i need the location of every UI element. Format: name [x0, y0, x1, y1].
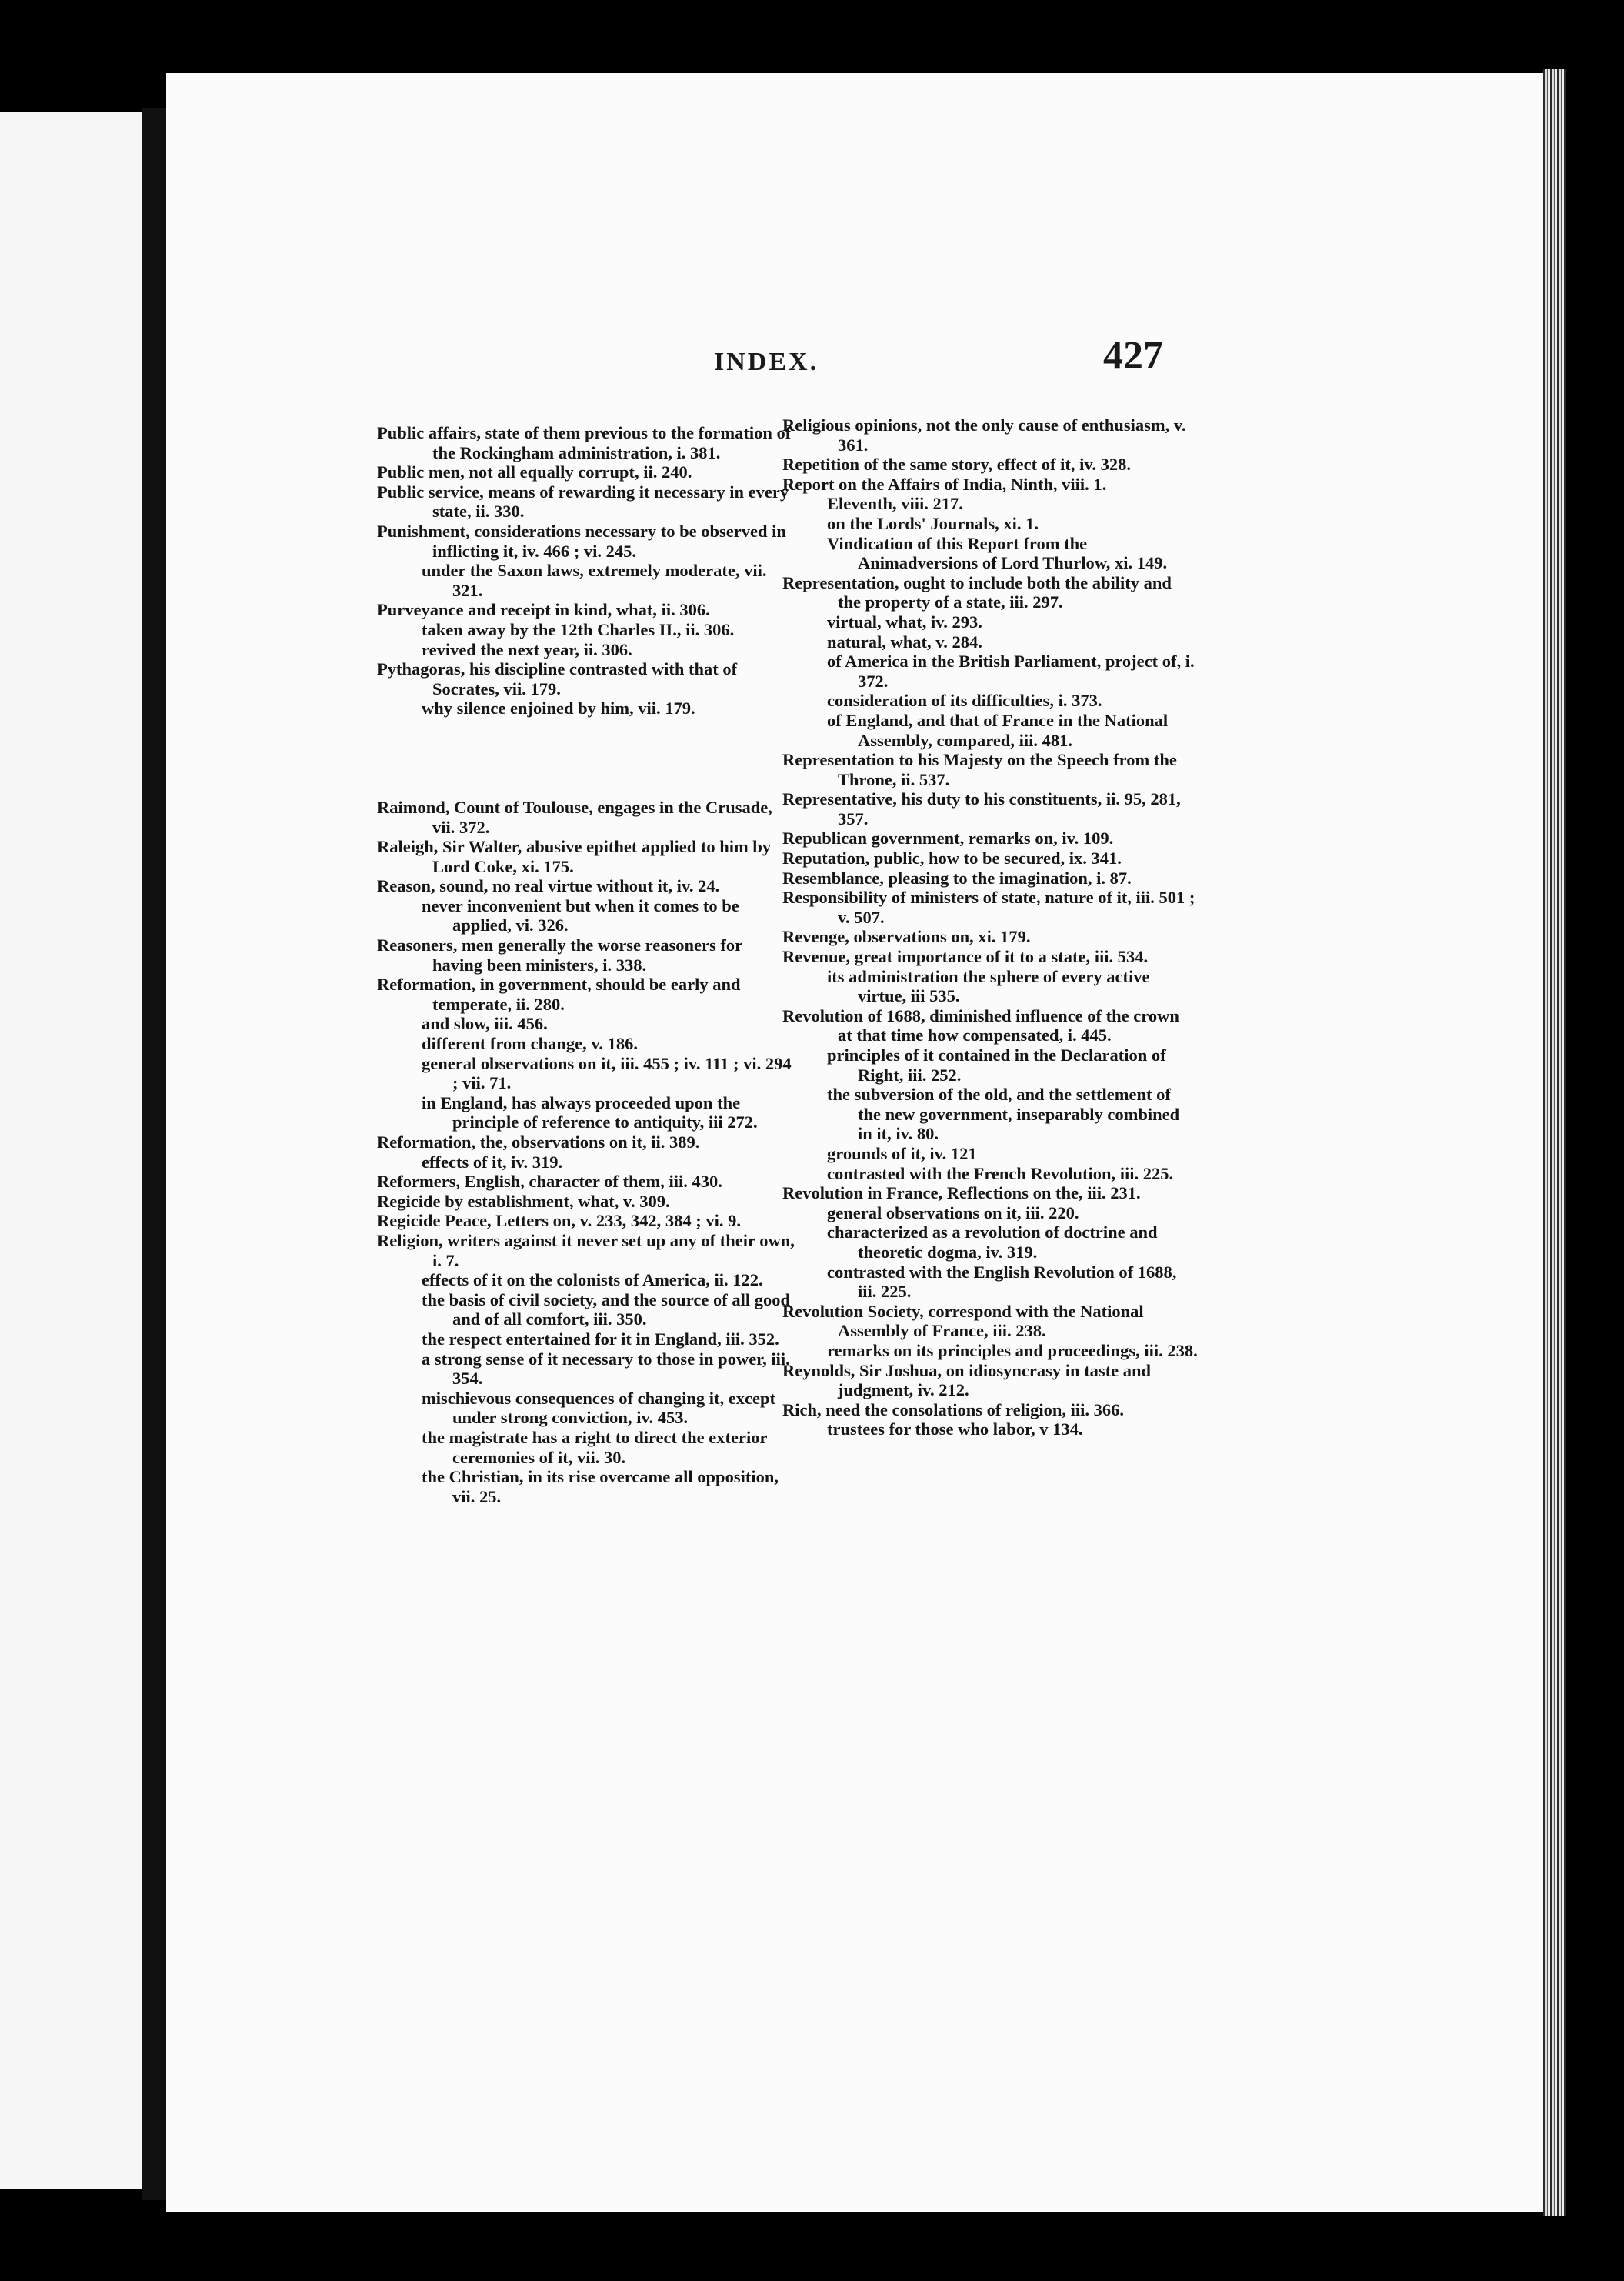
index-entry: Public men, not all equally corrupt, ii. 240.	[377, 462, 692, 482]
index-entry: Revenge, observations on, xi. 179.	[782, 927, 1031, 947]
index-subentry: effects of it on the colonists of America, ii. 122.	[422, 1270, 763, 1290]
index-entry: Religious opinions, not the only cause of enthusiasm, v. 361.	[782, 415, 1186, 455]
index-subentry: general observations on it, iii. 220.	[827, 1202, 1079, 1222]
index-subentry: effects of it, iv. 319.	[422, 1152, 563, 1172]
index-entry: Reformation, in government, should be early and temperate, ii. 280.	[377, 975, 741, 1014]
index-subentry: Vindication of this Report from the Animadversions of Lord Thurlow, xi. 149.	[827, 533, 1168, 573]
index-entry: Revolution of 1688, diminished influence of the crown at that time how compensated, i. 445.	[782, 1005, 1179, 1045]
index-subentry: under the Saxon laws, extremely moderate, vii. 321.	[422, 561, 767, 600]
index-subentry: trustees for those who labor, v 134.	[827, 1419, 1083, 1439]
index-subentry: mischievous consequences of changing it, except under strong conviction, iv. 453.	[422, 1388, 775, 1428]
index-subentry: of America in the British Parliament, project of, i. 372.	[827, 652, 1195, 691]
index-subentry: contrasted with the English Revolution of 1688, iii. 225.	[827, 1262, 1177, 1302]
index-entry: Representative, his duty to his constituents, ii. 95, 281, 357.	[782, 789, 1181, 829]
page-number: 427	[1103, 334, 1163, 378]
index-subentry: the magistrate has a right to direct the exterior ceremonies of it, vii. 30.	[422, 1427, 768, 1467]
index-entry: Reformation, the, observations on it, ii. 389.	[377, 1132, 700, 1152]
index-subentry: natural, what, v. 284.	[827, 632, 982, 652]
index-entry: Reasoners, men generally the worse reasoners for having been ministers, i. 338.	[377, 935, 742, 975]
index-entry: Purveyance and receipt in kind, what, ii. 306.	[377, 600, 710, 620]
index-entry: Reformers, English, character of them, iii. 430.	[377, 1172, 722, 1192]
index-subentry: why silence enjoined by him, vii. 179.	[422, 699, 695, 719]
index-subentry: of England, and that of France in the National Assembly, compared, iii. 481.	[827, 710, 1169, 750]
index-subentry: in England, has always proceeded upon the principle of reference to antiquity, iii 272.	[422, 1092, 758, 1132]
index-subentry: a strong sense of it necessary to those in power, iii. 354.	[422, 1349, 790, 1389]
index-subentry: the Christian, in its rise overcame all opposition, vii. 25.	[422, 1467, 779, 1506]
index-subentry: grounds of it, iv. 121	[827, 1143, 977, 1163]
index-entry: Reputation, public, how to be secured, ix. 341.	[782, 849, 1122, 869]
index-entry: Rich, need the consolations of religion, iii. 366.	[782, 1399, 1124, 1419]
index-entry: Raimond, Count of Toulouse, engages in the Crusade, vii. 372.	[377, 797, 772, 837]
index-subentry: the basis of civil society, and the source of all good and of all comfort, iii. 350.	[422, 1289, 790, 1329]
index-entry: Punishment, considerations necessary to be observed in inflicting it, iv. 466 ; vi. 245.	[377, 521, 786, 561]
index-entry: Raleigh, Sir Walter, abusive epithet applied to him by Lord Coke, xi. 175.	[377, 837, 772, 876]
index-subentry: general observations on it, iii. 455 ; iv. 111 ; vi. 294 ; vii. 71.	[422, 1053, 792, 1093]
index-column-right	[782, 415, 1198, 1439]
index-subentry: remarks on its principles and proceedings, iii. 238.	[827, 1340, 1198, 1360]
index-subentry: consideration of its difficulties, i. 373.	[827, 691, 1102, 711]
index-subentry: Eleventh, viii. 217.	[827, 494, 963, 514]
index-subentry: and slow, iii. 456.	[422, 1014, 548, 1034]
index-entry: Religion, writers against it never set up any of their own, i. 7.	[377, 1230, 795, 1270]
index-subentry: the respect entertained for it in England, iii. 352.	[422, 1329, 779, 1349]
index-subentry: different from change, v. 186.	[422, 1034, 639, 1054]
index-subentry: never inconvenient but when it comes to be applied, vi. 326.	[422, 895, 739, 935]
book-spine	[142, 108, 167, 2200]
index-subentry: virtual, what, iv. 293.	[827, 612, 982, 632]
index-entry: Representation to his Majesty on the Speech from the Throne, ii. 537.	[782, 750, 1177, 789]
index-entry: Public affairs, state of them previous to the formation of the Rockingham administration, i. 381.	[377, 423, 792, 462]
index-entry: Public service, means of rewarding it necessary in every state, ii. 330.	[377, 482, 789, 522]
index-subentry: revived the next year, ii. 306.	[422, 639, 632, 659]
header-title: INDEX.	[714, 348, 819, 376]
index-entry: Pythagoras, his discipline contrasted with that of Socrates, vii. 179.	[377, 659, 738, 699]
index-entry: Regicide Peace, Letters on, v. 233, 342, 384 ; vi. 9.	[377, 1211, 742, 1231]
index-subentry: on the Lords' Journals, xi. 1.	[827, 513, 1039, 533]
index-subentry: principles of it contained in the Declaration of Right, iii. 252.	[827, 1045, 1166, 1085]
index-entry: Reynolds, Sir Joshua, on idiosyncrasy in taste and judgment, iv. 212.	[782, 1360, 1152, 1400]
index-entry: Republican government, remarks on, iv. 109.	[782, 829, 1114, 849]
index-entry: Representation, ought to include both the ability and the property of a state, iii. 297.	[782, 572, 1172, 612]
index-subentry: characterized as a revolution of doctrine and theoretic dogma, iv. 319.	[827, 1222, 1158, 1262]
index-entry: Resemblance, pleasing to the imagination, i. 87.	[782, 868, 1132, 888]
index-entry: Revenue, great importance of it to a state, iii. 534.	[782, 947, 1149, 967]
index-entry: Revolution in France, Reflections on the, iii. 231.	[782, 1183, 1141, 1203]
index-subentry: the subversion of the old, and the settlement of the new government, inseparably combined in it, iv. 80.	[827, 1085, 1180, 1144]
index-entry: Reason, sound, no real virtue without it, iv. 24.	[377, 876, 720, 896]
index-subentry: its administration the sphere of every active virtue, iii 535.	[827, 966, 1150, 1006]
section-gap	[377, 735, 796, 780]
index-entry: Revolution Society, correspond with the National Assembly of France, iii. 238.	[782, 1301, 1144, 1341]
page-stack-edge	[1543, 69, 1566, 2216]
facing-page-edge	[0, 112, 142, 2189]
index-subentry: taken away by the 12th Charles II., ii. 306.	[422, 619, 735, 639]
index-entry: Regicide by establishment, what, v. 309.	[377, 1191, 670, 1211]
index-entry: Responsibility of ministers of state, nature of it, iii. 501 ; v. 507.	[782, 888, 1195, 927]
index-column-left	[377, 423, 796, 1506]
index-entry: Report on the Affairs of India, Ninth, viii. 1.	[782, 474, 1107, 494]
index-entry: Repetition of the same story, effect of it, iv. 328.	[782, 455, 1132, 475]
index-subentry: contrasted with the French Revolution, iii. 225.	[827, 1163, 1174, 1183]
